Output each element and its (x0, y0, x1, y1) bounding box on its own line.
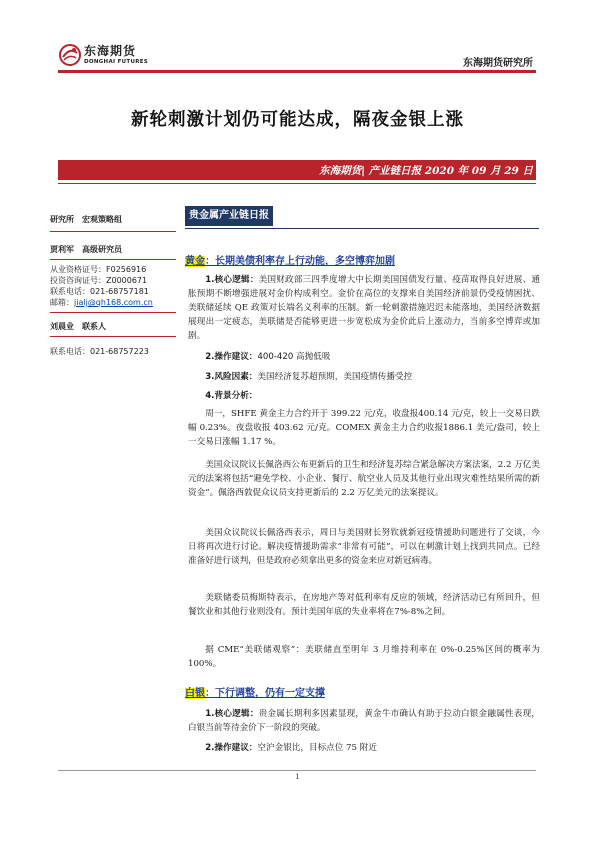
gold-background-1: 周一，SHFE 黄金主力合约开于 399.22 元/克，收盘报400.14 元/克，较上一交易日跌幅 0.23%。夜盘收报 403.62 元/克。COMEX 黄金主力合约收报1886.1 美元/盎司，较上一交易日涨幅 1.17 %。 (188, 409, 540, 447)
section-label: 贵金属产业链日报 (185, 206, 273, 226)
license-number: 从业资格证号：F0256916 (50, 265, 147, 274)
left-divider (50, 336, 176, 337)
gold-core-logic (188, 273, 540, 343)
gold-background-5: 据 CME“美联储观察”：美联储直至明年 3 月维持利率在 0%-0.25%区间的概率为 100%。 (188, 645, 540, 669)
team-label: 研究所 宏观策略组 (50, 214, 122, 224)
gold-suggestion-label: 2.操作建议： (205, 352, 258, 362)
left-divider (50, 231, 176, 232)
author-panel (50, 214, 178, 357)
gold-risk (188, 370, 540, 384)
logo-wordmark (84, 44, 148, 66)
gold-background-4: 美联储委员梅斯特表示，在房地产等对低利率有反应的领域，经济活动已有所回升，但餐饮业和其他行业则没有。预计美国年底的失业率将在7%-8%之间。 (188, 593, 540, 617)
gold-suggestion-text: 400-420 高抛低吸 (257, 352, 331, 362)
silver-suggestion (188, 741, 540, 755)
gold-core-logic-label: 1.核心逻辑： (205, 275, 259, 285)
page-number: 1 (295, 773, 300, 781)
email-row (50, 297, 178, 308)
gold-suggestion (188, 350, 540, 364)
gold-heading (185, 252, 395, 267)
header-institute: 东海期货研究所 (463, 58, 533, 69)
header-divider (58, 70, 536, 73)
contact-phone: 联系电话：021-68757223 (50, 347, 149, 356)
gold-heading-highlight: 黄金 (185, 256, 205, 267)
section-divider (185, 228, 539, 229)
gold-risk-text: 美国经济复苏超预期，美国疫情传播受控 (257, 372, 413, 382)
banner-divider (58, 183, 536, 184)
gold-background-3: 美国众议院议长佩洛西表示，周日与美国财长努钦就新冠疫情援助问题进行了交谈，今日将再次进行讨论。解决疫情援助需求“非常有可能”，可以在刺激计划上找到共同点。已经准备好进行谈判，但是政府必须拿出更多的资金来应对新冠病毒。 (188, 528, 540, 566)
banner-text: 东海期货| 产业链日报 2020 年 09 月 29 日 (319, 165, 533, 177)
left-divider (50, 312, 176, 313)
analyst-phone: 联系电话：021-68757181 (50, 287, 149, 296)
gold-background-label: 4.背景分析： (205, 391, 258, 401)
gold-risk-label: 3.风险因素： (205, 372, 258, 382)
silver-heading-highlight: 白银 (185, 688, 205, 699)
gold-background-label-row (188, 389, 540, 403)
email-link[interactable]: jialj@qh168.com.cn (74, 298, 153, 307)
silver-heading-text: ：下行调整，仍有一定支撑 (205, 688, 325, 699)
company-logo-icon (58, 43, 82, 67)
email-label: 邮箱： (50, 298, 74, 307)
silver-core-logic-text: 贵金属长期利多因素显现，黄金牛市确认有助于拉动白银金融属性表现，白银当前等待金价下一阶段的突破。 (188, 709, 540, 733)
footer-divider (58, 770, 536, 771)
gold-background-2: 美国众议院议长佩洛西公布更新后的卫生和经济复苏综合紧急解决方案法案，2.2 万亿美元的法案将包括“避免学校、小企业、餐厅、航空业人员及其他行业出现灾难性结果所需的新资金”。佩洛西敦促众议员支持更新后的 2.2 万亿美元的法案提议。 (188, 460, 540, 498)
silver-suggestion-text: 空沪金银比，目标点位 75 附近 (257, 743, 377, 753)
consult-number: 投资咨询证号：Z0000671 (50, 276, 148, 285)
contact-name: 刘晨业 联系人 (50, 321, 106, 331)
analyst-name: 贾利军 高级研究员 (50, 244, 122, 254)
report-title: 新轮刺激计划仍可能达成，隔夜金银上涨 (131, 110, 464, 130)
left-divider (50, 259, 176, 260)
silver-suggestion-label: 2.操作建议： (205, 743, 258, 753)
silver-core-logic-label: 1.核心逻辑： (205, 709, 259, 719)
gold-heading-text: ：长期美债利率存上行动能，多空博弈加剧 (205, 256, 395, 267)
logo-cn: 东海期货 (84, 44, 137, 58)
silver-core-logic (188, 707, 540, 735)
logo-en: DONGHAI FUTURES (84, 59, 149, 65)
silver-heading (185, 684, 325, 699)
gold-core-logic-text: 美国财政部三四季度增大中长期美国国债发行量、疫苗取得良好进展、通胀预期不断增强进展对金价构成利空。金价在高位的支撑来自美国经济前景仍受疫情困扰、美联储延续 QE 政策对长端名义利率的压制。新一轮刺激措施迟迟未能落地，美国经济数据展现出一定疲态，美联储是否能够更进一步宽松成为金价此后上涨动力，当前多空博弈或加剧。 (188, 275, 540, 341)
